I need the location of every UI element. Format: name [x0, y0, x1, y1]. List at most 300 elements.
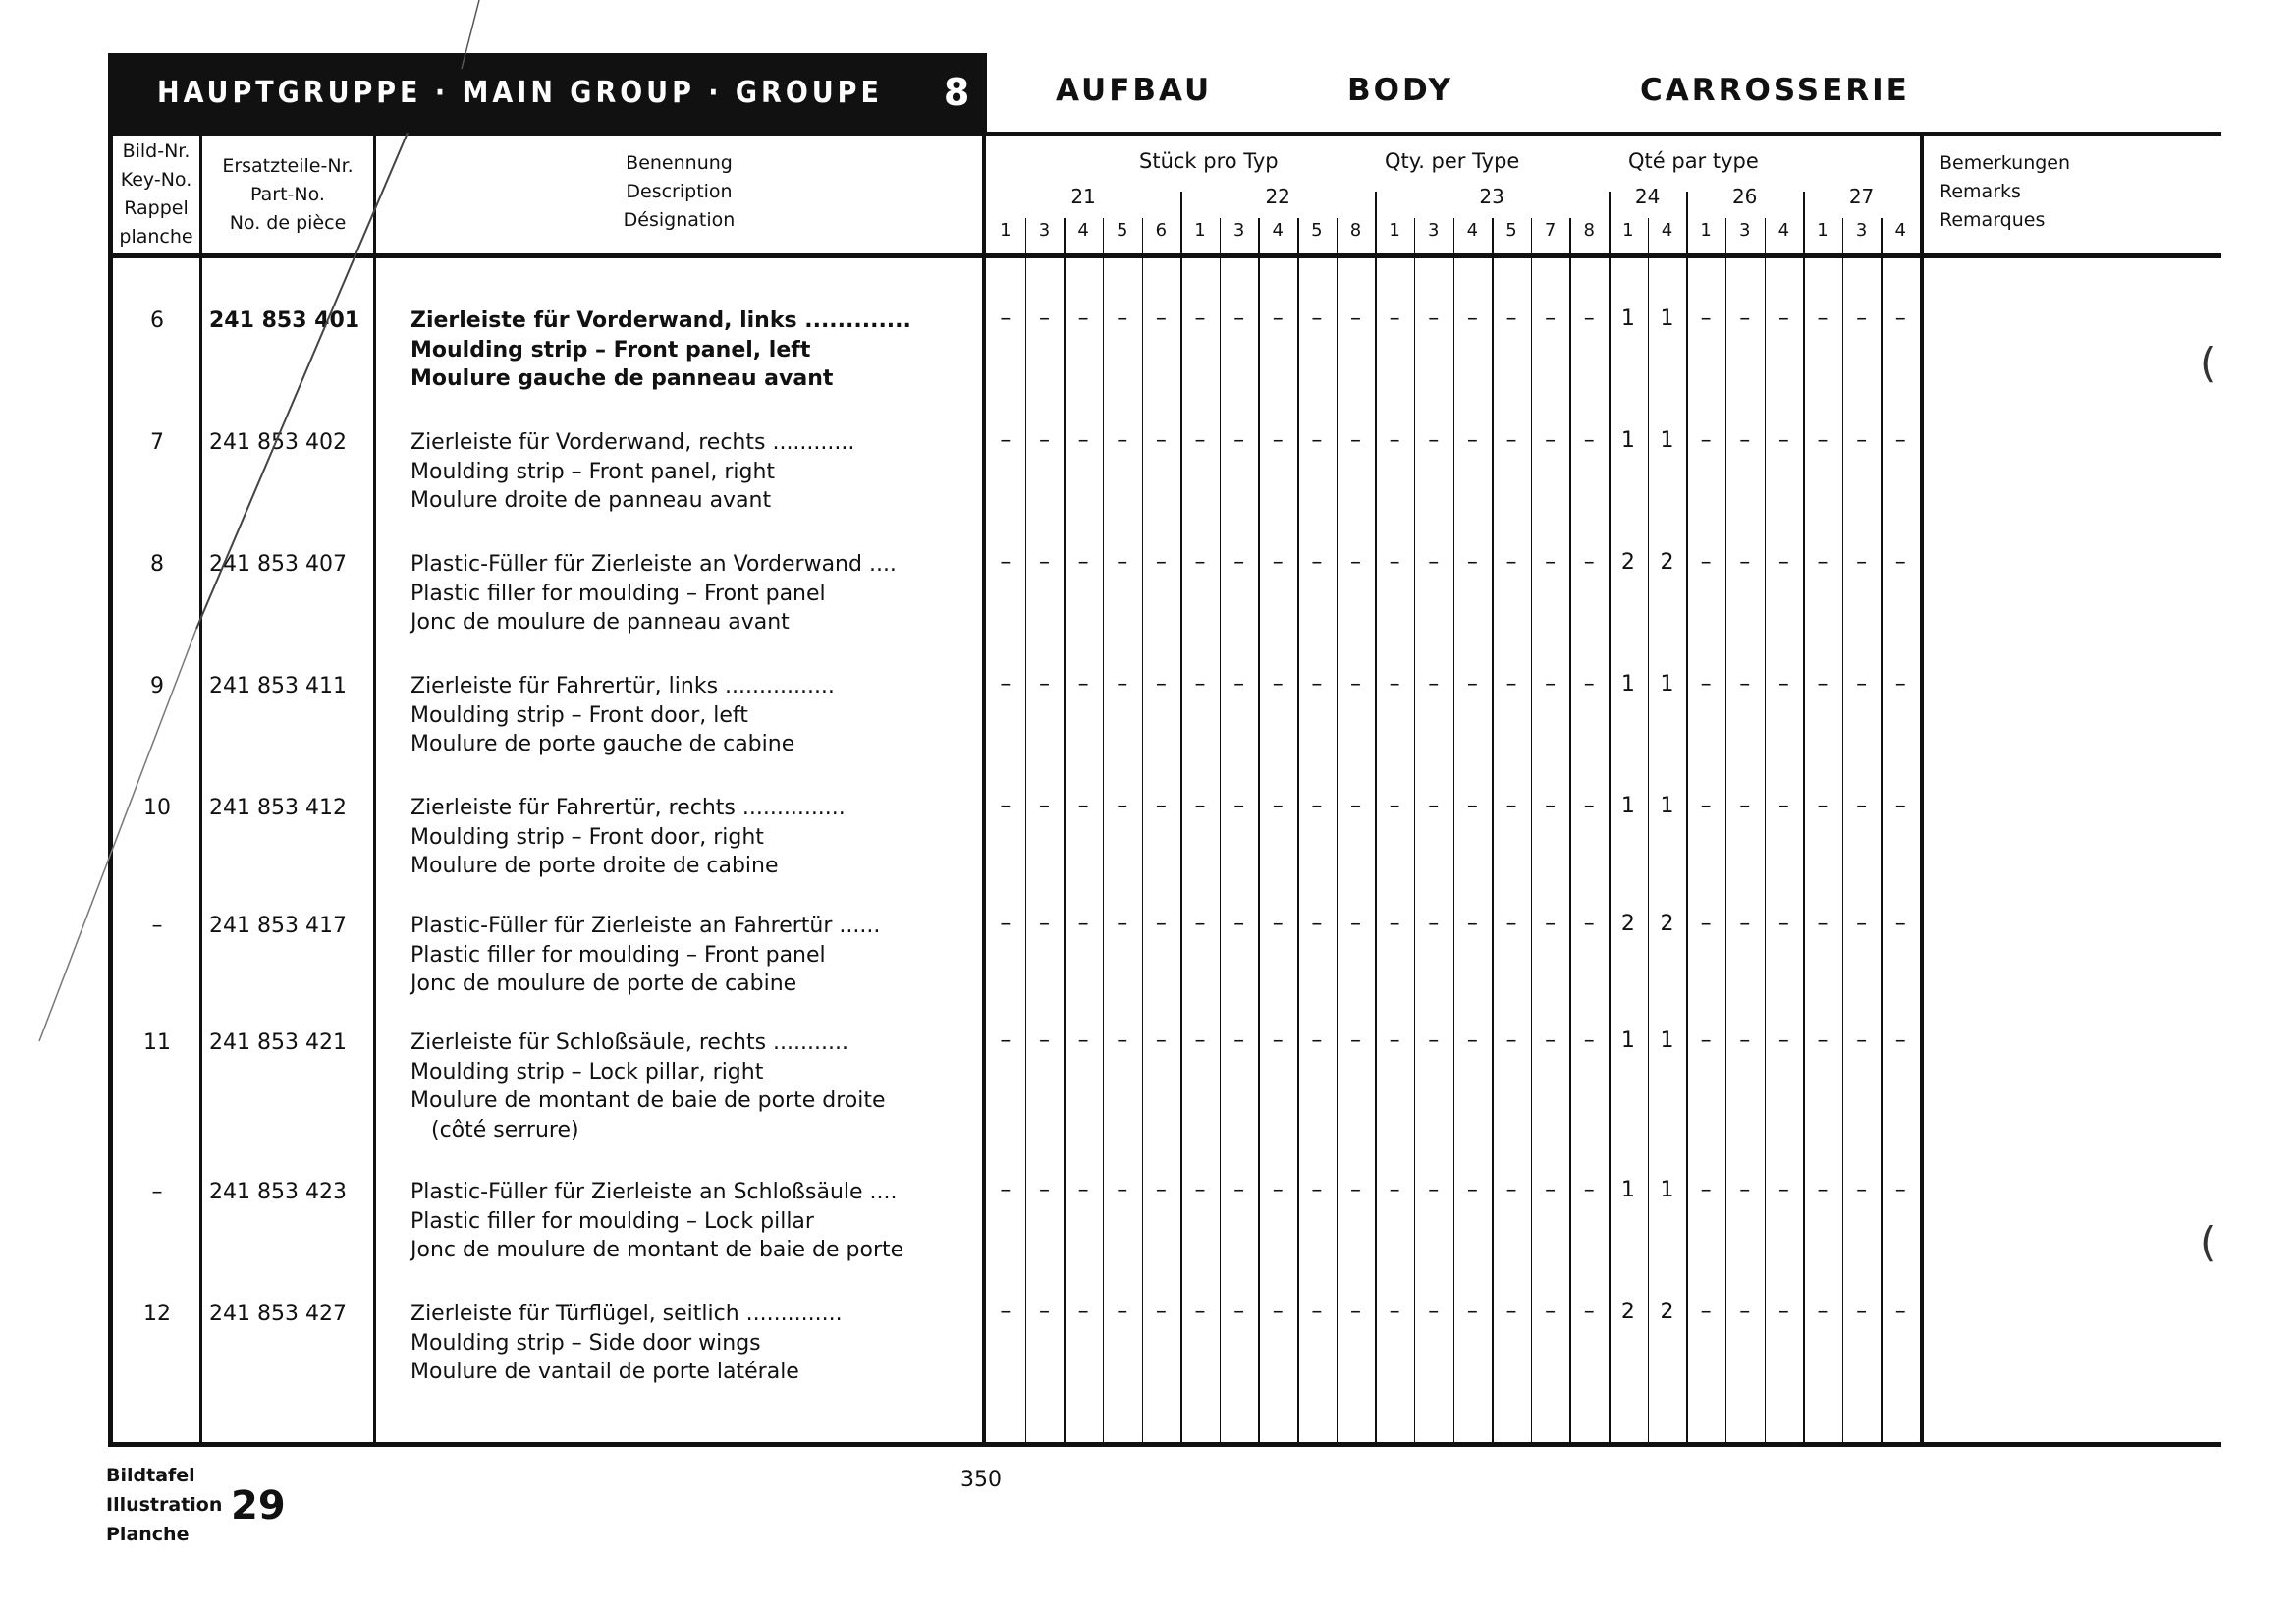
quantity-cell: – [1000, 428, 1011, 453]
key-number: – [151, 1180, 163, 1204]
quantity-cell: – [1155, 1029, 1167, 1053]
quantity-cell: – [1817, 1300, 1829, 1324]
sub-type-label: 3 [1738, 220, 1751, 241]
quantity-cell: – [1349, 550, 1361, 575]
qty-column-divider [1258, 218, 1260, 1442]
quantity-cell: – [1466, 1029, 1478, 1053]
quantity-cell: – [1233, 1029, 1245, 1053]
quantity-cell: – [1700, 794, 1712, 818]
column-divider-desc [982, 132, 986, 1447]
sub-type-label: 4 [1661, 220, 1673, 241]
quantity-cell: – [1894, 1178, 1906, 1202]
part-number: 241 853 412 [209, 796, 347, 820]
quantity-cell: – [1038, 794, 1050, 818]
quantity-cell: – [1389, 1178, 1400, 1202]
quantity-cell: – [1349, 306, 1361, 331]
sub-type-label: 8 [1583, 220, 1595, 241]
quantity-cell: – [1349, 794, 1361, 818]
quantity-cell: – [1428, 1300, 1440, 1324]
quantity-cell: – [1583, 428, 1595, 453]
description-line: Plastic filler for moulding – Front panel [410, 942, 826, 968]
sub-type-label: 1 [1622, 220, 1634, 241]
quantity-cell: – [1349, 672, 1361, 696]
quantity-cell: – [1272, 672, 1284, 696]
description-line: Moulure de porte droite de cabine [410, 854, 779, 878]
quantity-cell: – [1389, 1029, 1400, 1053]
quantity-cell: – [1856, 1029, 1868, 1053]
quantity-cell: – [1349, 912, 1361, 936]
quantity-cell: – [1349, 428, 1361, 453]
quantity-cell: – [1505, 428, 1517, 453]
quantity-cell: – [1856, 550, 1868, 575]
quantity-cell: – [1466, 428, 1478, 453]
quantity-cell: 1 [1620, 428, 1635, 453]
quantity-cell: – [1311, 428, 1323, 453]
quantity-cell: – [1505, 1029, 1517, 1053]
sub-type-label: 1 [1700, 220, 1712, 241]
quantity-cell: – [1817, 306, 1829, 331]
quantity-cell: – [1466, 550, 1478, 575]
desc-header-fr: Désignation [623, 209, 736, 231]
quantity-cell: – [1583, 1029, 1595, 1053]
quantity-cell: 2 [1620, 1300, 1635, 1324]
qty-header-de: Stück pro Typ [1139, 149, 1279, 173]
quantity-cell: – [1000, 672, 1011, 696]
quantity-cell: – [1155, 672, 1167, 696]
description-line: Jonc de moulure de porte de cabine [410, 972, 797, 996]
quantity-cell: – [1117, 428, 1128, 453]
quantity-cell: – [1545, 1300, 1557, 1324]
quantity-cell: – [1894, 1029, 1906, 1053]
main-group-label: HAUPTGRUPPE · MAIN GROUP · GROUPE [157, 75, 883, 110]
part-number: 241 853 407 [209, 552, 347, 577]
type-group-label: 27 [1848, 185, 1875, 208]
quantity-cell: – [1856, 306, 1868, 331]
key-number: 9 [150, 674, 164, 698]
quantity-cell: – [1233, 1300, 1245, 1324]
quantity-cell: – [1505, 794, 1517, 818]
quantity-cell: – [1894, 550, 1906, 575]
quantity-cell: – [1117, 1029, 1128, 1053]
quantity-cell: 1 [1660, 428, 1674, 453]
part-number: 241 853 423 [209, 1180, 347, 1204]
part-number: 241 853 421 [209, 1030, 347, 1055]
quantity-cell: – [1856, 794, 1868, 818]
quantity-cell: – [1739, 550, 1751, 575]
description-line: Zierleiste für Vorderwand, rechts ............ [410, 430, 855, 455]
part-header-fr: No. de pièce [229, 212, 347, 234]
quantity-cell: – [1155, 550, 1167, 575]
qty-column-divider [1220, 218, 1222, 1442]
quantity-cell: – [1777, 912, 1789, 936]
description-line: Moulding strip – Lock pillar, right [410, 1059, 764, 1085]
quantity-cell: – [1233, 672, 1245, 696]
quantity-cell: – [1000, 1178, 1011, 1202]
quantity-cell: 2 [1620, 550, 1635, 575]
sub-type-label: 3 [1855, 220, 1868, 241]
qty-column-divider [1842, 218, 1844, 1442]
quantity-cell: – [1077, 1300, 1089, 1324]
quantity-cell: – [1194, 1178, 1206, 1202]
quantity-cell: – [1817, 1029, 1829, 1053]
part-number: 241 853 417 [209, 914, 347, 938]
quantity-cell: – [1856, 912, 1868, 936]
quantity-cell: – [1311, 1178, 1323, 1202]
quantity-cell: – [1389, 1300, 1400, 1324]
quantity-cell: – [1545, 1178, 1557, 1202]
quantity-cell: – [1428, 794, 1440, 818]
qty-column-divider [1414, 218, 1416, 1442]
remarks-header-fr: Remarques [1940, 209, 2046, 231]
quantity-cell: – [1077, 672, 1089, 696]
quantity-cell: – [1117, 550, 1128, 575]
sub-type-label: 5 [1116, 220, 1128, 241]
quantity-cell: – [1700, 1029, 1712, 1053]
type-group-label: 23 [1479, 185, 1504, 208]
quantity-cell: – [1155, 912, 1167, 936]
quantity-cell: – [1077, 1029, 1089, 1053]
quantity-cell: – [1038, 306, 1050, 331]
quantity-cell: – [1505, 550, 1517, 575]
quantity-cell: – [1505, 672, 1517, 696]
quantity-cell: – [1117, 1178, 1128, 1202]
quantity-cell: – [1583, 1178, 1595, 1202]
quantity-cell: – [1311, 1300, 1323, 1324]
quantity-cell: – [1000, 794, 1011, 818]
quantity-cell: – [1739, 428, 1751, 453]
sub-type-label: 1 [1194, 220, 1206, 241]
quantity-cell: – [1311, 912, 1323, 936]
sub-type-label: 4 [1077, 220, 1089, 241]
sub-type-label: 5 [1311, 220, 1323, 241]
quantity-cell: – [1466, 794, 1478, 818]
quantity-cell: – [1311, 1029, 1323, 1053]
illustration-label [106, 1461, 222, 1549]
quantity-cell: – [1777, 1300, 1789, 1324]
quantity-cell: – [1155, 1300, 1167, 1324]
quantity-cell: – [1077, 428, 1089, 453]
sub-type-label: 1 [1000, 220, 1011, 241]
quantity-cell: – [1894, 672, 1906, 696]
description-line: Plastic filler for moulding – Lock pillar [410, 1208, 814, 1234]
description-line: Moulding strip – Front panel, right [410, 459, 776, 484]
sub-type-label: 1 [1389, 220, 1400, 241]
key-number: 12 [143, 1302, 171, 1326]
quantity-cell: – [1117, 794, 1128, 818]
description-line: Plastic-Füller für Zierleiste an Vorderwand .... [410, 552, 897, 577]
quantity-cell: – [1817, 1178, 1829, 1202]
quantity-cell: – [1505, 1300, 1517, 1324]
description-line: Moulure gauche de panneau avant [410, 366, 834, 391]
quantity-cell: – [1466, 306, 1478, 331]
quantity-cell: – [1155, 306, 1167, 331]
quantity-cell: – [1583, 794, 1595, 818]
sub-type-label: 1 [1817, 220, 1829, 241]
quantity-cell: 1 [1620, 1029, 1635, 1053]
quantity-cell: – [1466, 912, 1478, 936]
quantity-cell: 2 [1660, 1300, 1674, 1324]
quantity-cell: – [1117, 672, 1128, 696]
description-line: Moulding strip – Front door, right [410, 824, 764, 850]
quantity-cell: – [1155, 1178, 1167, 1202]
key-number: 7 [150, 430, 164, 455]
qty-column-divider [1569, 218, 1571, 1442]
qty-column-divider [1297, 218, 1299, 1442]
quantity-cell: – [1700, 428, 1712, 453]
title-german: AUFBAU [1056, 73, 1213, 108]
sub-type-label: 8 [1349, 220, 1362, 241]
quantity-cell: – [1739, 1300, 1751, 1324]
quantity-cell: – [1038, 1300, 1050, 1324]
quantity-cell: – [1272, 1300, 1284, 1324]
quantity-cell: – [1894, 912, 1906, 936]
quantity-cell: 1 [1660, 794, 1674, 818]
part-number: 241 853 427 [209, 1302, 347, 1326]
quantity-cell: – [1349, 1178, 1361, 1202]
quantity-cell: – [1894, 428, 1906, 453]
quantity-cell: – [1272, 1029, 1284, 1053]
quantity-cell: – [1428, 428, 1440, 453]
quantity-cell: – [1311, 306, 1323, 331]
quantity-cell: – [1194, 306, 1206, 331]
quantity-cell: – [1817, 912, 1829, 936]
qty-column-divider [1492, 218, 1494, 1442]
quantity-cell: – [1389, 550, 1400, 575]
quantity-cell: – [1545, 912, 1557, 936]
quantity-cell: – [1739, 912, 1751, 936]
sub-type-label: 4 [1272, 220, 1284, 241]
sub-type-label: 4 [1466, 220, 1479, 241]
quantity-cell: – [1583, 1300, 1595, 1324]
quantity-cell: – [1466, 672, 1478, 696]
quantity-cell: – [1777, 672, 1789, 696]
description-line: Moulding strip – Front panel, left [410, 337, 811, 362]
description-line: Zierleiste für Schloßsäule, rechts ........... [410, 1030, 848, 1055]
description-line: Plastic-Füller für Zierleiste an Fahrertür ...... [410, 914, 881, 938]
quantity-cell: – [1311, 672, 1323, 696]
part-number: 241 853 401 [209, 308, 360, 333]
quantity-cell: – [1739, 1029, 1751, 1053]
plate-number: 29 [231, 1483, 286, 1529]
qty-column-divider [1103, 218, 1105, 1442]
quantity-cell: – [1272, 794, 1284, 818]
description-line: Moulure de vantail de porte latérale [410, 1360, 799, 1384]
quantity-cell: – [1000, 1300, 1011, 1324]
description-line: Moulure droite de panneau avant [410, 488, 772, 513]
margin-mark-bottom: ( [2200, 1218, 2216, 1266]
quantity-cell: – [1545, 672, 1557, 696]
quantity-cell: – [1428, 550, 1440, 575]
quantity-cell: – [1389, 912, 1400, 936]
quantity-cell: – [1155, 428, 1167, 453]
qty-column-divider [1025, 218, 1027, 1442]
quantity-cell: – [1077, 306, 1089, 331]
qty-header-fr: Qté par type [1628, 149, 1759, 173]
description-line: Moulding strip – Side door wings [410, 1330, 761, 1356]
sub-type-label: 7 [1544, 220, 1557, 241]
quantity-cell: – [1505, 306, 1517, 331]
qty-column-divider [1725, 218, 1727, 1442]
quantity-cell: – [1894, 794, 1906, 818]
key-number: 11 [143, 1030, 171, 1055]
quantity-cell: – [1117, 912, 1128, 936]
illustration-label-fr: Planche [106, 1524, 190, 1545]
bild-header-en: Key-No. [120, 169, 192, 191]
quantity-cell: – [1505, 1178, 1517, 1202]
sub-type-label: 5 [1505, 220, 1517, 241]
description-line: Zierleiste für Fahrertür, rechts ............... [410, 796, 846, 820]
quantity-cell: – [1038, 1178, 1050, 1202]
quantity-cell: – [1777, 428, 1789, 453]
qty-column-divider [1453, 218, 1455, 1442]
qty-column-divider [1648, 218, 1650, 1442]
description-line: Jonc de moulure de montant de baie de porte [410, 1238, 904, 1262]
bild-header-fr1: Rappel [124, 197, 189, 219]
quantity-cell: – [1583, 306, 1595, 331]
quantity-cell: – [1194, 1029, 1206, 1053]
quantity-cell: – [1233, 912, 1245, 936]
quantity-cell: – [1739, 794, 1751, 818]
quantity-cell: – [1272, 912, 1284, 936]
quantity-cell: – [1000, 550, 1011, 575]
quantity-cell: – [1777, 1178, 1789, 1202]
quantity-cell: – [1194, 794, 1206, 818]
remarks-header-en: Remarks [1940, 181, 2021, 202]
quantity-cell: – [1777, 306, 1789, 331]
quantity-cell: – [1545, 1029, 1557, 1053]
bild-header-fr2: planche [119, 226, 193, 248]
quantity-cell: – [1038, 550, 1050, 575]
quantity-cell: – [1739, 306, 1751, 331]
quantity-cell: – [1117, 1300, 1128, 1324]
quantity-cell: – [1117, 306, 1128, 331]
description-line: Zierleiste für Fahrertür, links ................ [410, 674, 835, 698]
sub-type-label: 3 [1038, 220, 1051, 241]
quantity-cell: – [1700, 912, 1712, 936]
type-group-label: 24 [1634, 185, 1661, 208]
quantity-cell: – [1389, 306, 1400, 331]
description-line: Moulure de montant de baie de porte droite [410, 1088, 886, 1113]
pencil-stroke-mark [0, 0, 589, 1081]
quantity-cell: – [1739, 1178, 1751, 1202]
quantity-cell: – [1856, 1300, 1868, 1324]
quantity-cell: – [1194, 428, 1206, 453]
qty-header-en: Qty. per Type [1385, 149, 1520, 173]
desc-header-de: Benennung [626, 152, 733, 174]
description-line: Zierleiste für Vorderwand, links ............. [410, 308, 911, 333]
quantity-cell: – [1272, 306, 1284, 331]
title-english: BODY [1347, 73, 1453, 108]
description-line: (côté serrure) [410, 1117, 579, 1142]
quantity-cell: – [1272, 428, 1284, 453]
page-number: 350 [960, 1468, 1002, 1492]
quantity-cell: 1 [1660, 672, 1674, 696]
quantity-cell: – [1349, 1300, 1361, 1324]
illustration-label-en: Illustration [106, 1494, 223, 1516]
quantity-cell: – [1817, 550, 1829, 575]
quantity-cell: – [1077, 794, 1089, 818]
quantity-cell: – [1038, 912, 1050, 936]
quantity-cell: – [1194, 550, 1206, 575]
quantity-cell: – [1000, 912, 1011, 936]
quantity-cell: – [1233, 794, 1245, 818]
quantity-cell: – [1817, 428, 1829, 453]
description-line: Moulure de porte gauche de cabine [410, 732, 795, 756]
quantity-cell: – [1777, 550, 1789, 575]
sub-type-label: 4 [1777, 220, 1790, 241]
remarks-header [1940, 149, 2195, 235]
quantity-cell: – [1700, 1300, 1712, 1324]
quantity-cell: 1 [1660, 306, 1674, 331]
quantity-cell: – [1700, 672, 1712, 696]
main-group-number: 8 [943, 71, 970, 114]
sub-type-label: 3 [1232, 220, 1245, 241]
title-french: CARROSSERIE [1640, 73, 1910, 108]
quantity-cell: – [1545, 306, 1557, 331]
quantity-cell: – [1077, 1178, 1089, 1202]
column-divider-qty [1920, 132, 1924, 1447]
quantity-cell: – [1700, 1178, 1712, 1202]
quantity-cell: – [1000, 306, 1011, 331]
description-line: Zierleiste für Türflügel, seitlich .............. [410, 1302, 843, 1326]
sub-type-label: 4 [1894, 220, 1906, 241]
quantity-cell: – [1583, 672, 1595, 696]
quantity-cell: – [1428, 306, 1440, 331]
quantity-cell: – [1038, 428, 1050, 453]
description-line: Plastic filler for moulding – Front panel [410, 581, 826, 606]
quantity-cell: – [1349, 1029, 1361, 1053]
key-number: 8 [150, 552, 164, 577]
quantity-cell: 2 [1620, 912, 1635, 936]
quantity-cell: – [1856, 428, 1868, 453]
quantity-cell: – [1194, 1300, 1206, 1324]
quantity-cell: – [1428, 1029, 1440, 1053]
desc-header-en: Description [626, 181, 733, 202]
description-line: Moulding strip – Front door, left [410, 702, 748, 728]
quantity-cell: – [1233, 550, 1245, 575]
quantity-cell: – [1466, 1300, 1478, 1324]
qty-column-divider [1337, 218, 1339, 1442]
qty-column-divider [1881, 218, 1883, 1442]
quantity-cell: – [1505, 912, 1517, 936]
quantity-cell: – [1194, 912, 1206, 936]
quantity-cell: – [1856, 672, 1868, 696]
quantity-cell: – [1272, 1178, 1284, 1202]
quantity-cell: 1 [1660, 1178, 1674, 1202]
quantity-cell: – [1817, 672, 1829, 696]
quantity-cell: – [1545, 794, 1557, 818]
quantity-cell: 1 [1620, 306, 1635, 331]
quantity-cell: – [1894, 1300, 1906, 1324]
quantity-cell: – [1428, 1178, 1440, 1202]
quantity-cell: 1 [1620, 672, 1635, 696]
quantity-cell: – [1155, 794, 1167, 818]
part-number: 241 853 411 [209, 674, 347, 698]
quantity-cell: – [1389, 672, 1400, 696]
quantity-cell: – [1583, 912, 1595, 936]
quantity-cell: – [1777, 794, 1789, 818]
quantity-cell: – [1583, 550, 1595, 575]
quantity-cell: – [1700, 550, 1712, 575]
key-number: – [151, 914, 163, 938]
part-header-en: Part-No. [250, 184, 325, 205]
quantity-cell: 1 [1660, 1029, 1674, 1053]
qty-column-divider [1064, 218, 1066, 1442]
part-header-de: Ersatzteile-Nr. [222, 155, 354, 177]
margin-mark-top: ( [2200, 339, 2216, 387]
qty-column-divider [1765, 218, 1767, 1442]
quantity-cell: – [1545, 428, 1557, 453]
